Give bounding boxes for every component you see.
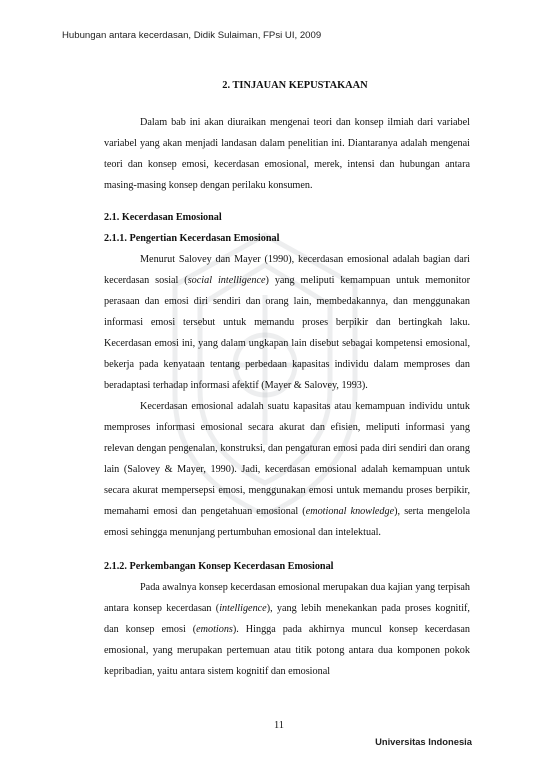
subsection-heading-2-1-1: 2.1.1. Pengertian Kecerdasan Emosional <box>104 233 280 244</box>
chapter-title: 2. TINJAUAN KEPUSTAKAAN <box>222 80 368 91</box>
text-run: ) yang meliputi kemampuan untuk memonitor perasaan dan emosi diri sendiri dan orang lain, membedakannya, dan menggunakan informasi emosi tersebut untuk memandu proses berpikir dan bertingkah laku. Kecerdasan emosi ini, yang dalam ungkapan lain disebut sebagai kompetensi emosional, bekerja pada kenyataan tentang perbedaan kapasitas individu dalam memproses dan beradaptasi terhadap informasi afektif (Mayer & Salovey, 1993). <box>104 275 470 391</box>
paragraph-2-1-1-b <box>104 396 470 543</box>
running-head: Hubungan antara kecerdasan, Didik Sulaiman, FPsi UI, 2009 <box>62 30 322 41</box>
text-run: ). Hingga pada akhirnya muncul konsep kecerdasan emosional, yang merupakan pertemuan atau titik potong antara dua komponen pokok kepribadian, yaitu antara sistem kognitif dan emosional <box>104 624 470 677</box>
italic-term: emotional knowledge <box>305 506 395 517</box>
subsection-heading-2-1-2: 2.1.2. Perkembangan Konsep Kecerdasan Emosional <box>104 561 334 572</box>
italic-term: emotions <box>196 624 233 635</box>
text-run: Kecerdasan emosional adalah suatu kapasitas atau kemampuan individu untuk memproses informasi emosional secara akurat dan efisien, meliputi informasi yang relevan dengan pengenalan, konstruksi, dan pengaturan emosi pada diri sendiri dan orang lain (Salovey & Mayer, 1990). Jadi, kecerdasan emosional adalah kemampuan untuk secara akurat mempersepsi emosi, menggunakan emosi untuk memandu proses berpikir, memahami emosi dan pengetahuan emosional ( <box>104 401 470 517</box>
italic-term: intelligence <box>219 603 267 614</box>
text-run: ), yang lebih menekankan pada proses kognitif, dan konsep emosi ( <box>104 603 470 635</box>
paragraph-2-1-1-a <box>104 249 470 396</box>
body-text <box>104 112 470 682</box>
footer-institution: Universitas Indonesia <box>375 736 472 747</box>
italic-term: social intelligence <box>187 275 266 286</box>
intro-paragraph: Dalam bab ini akan diuraikan mengenai teori dan konsep ilmiah dari variabel variabel yang akan menjadi landasan dalam penelitian ini. Diantaranya adalah mengenai teori dan konsep emosi, kecerdasan emosional, merek, intensi dan hubungan antara masing-masing konsep dengan perilaku konsumen. <box>104 117 470 191</box>
page-number: 11 <box>273 720 284 731</box>
section-heading-2-1: 2.1. Kecerdasan Emosional <box>104 212 222 223</box>
text-run: Pada awalnya konsep kecerdasan emosional merupakan dua kajian yang terpisah antara konsep kecerdasan ( <box>104 582 470 614</box>
paragraph-2-1-2-a <box>104 577 470 682</box>
text-run: ), serta mengelola emosi sehingga menunjang pertumbuhan emosional dan intelektual. <box>104 506 470 538</box>
text-run: Menurut Salovey dan Mayer (1990), kecerdasan emosional adalah bagian dari kecerdasan sosial ( <box>104 254 470 286</box>
